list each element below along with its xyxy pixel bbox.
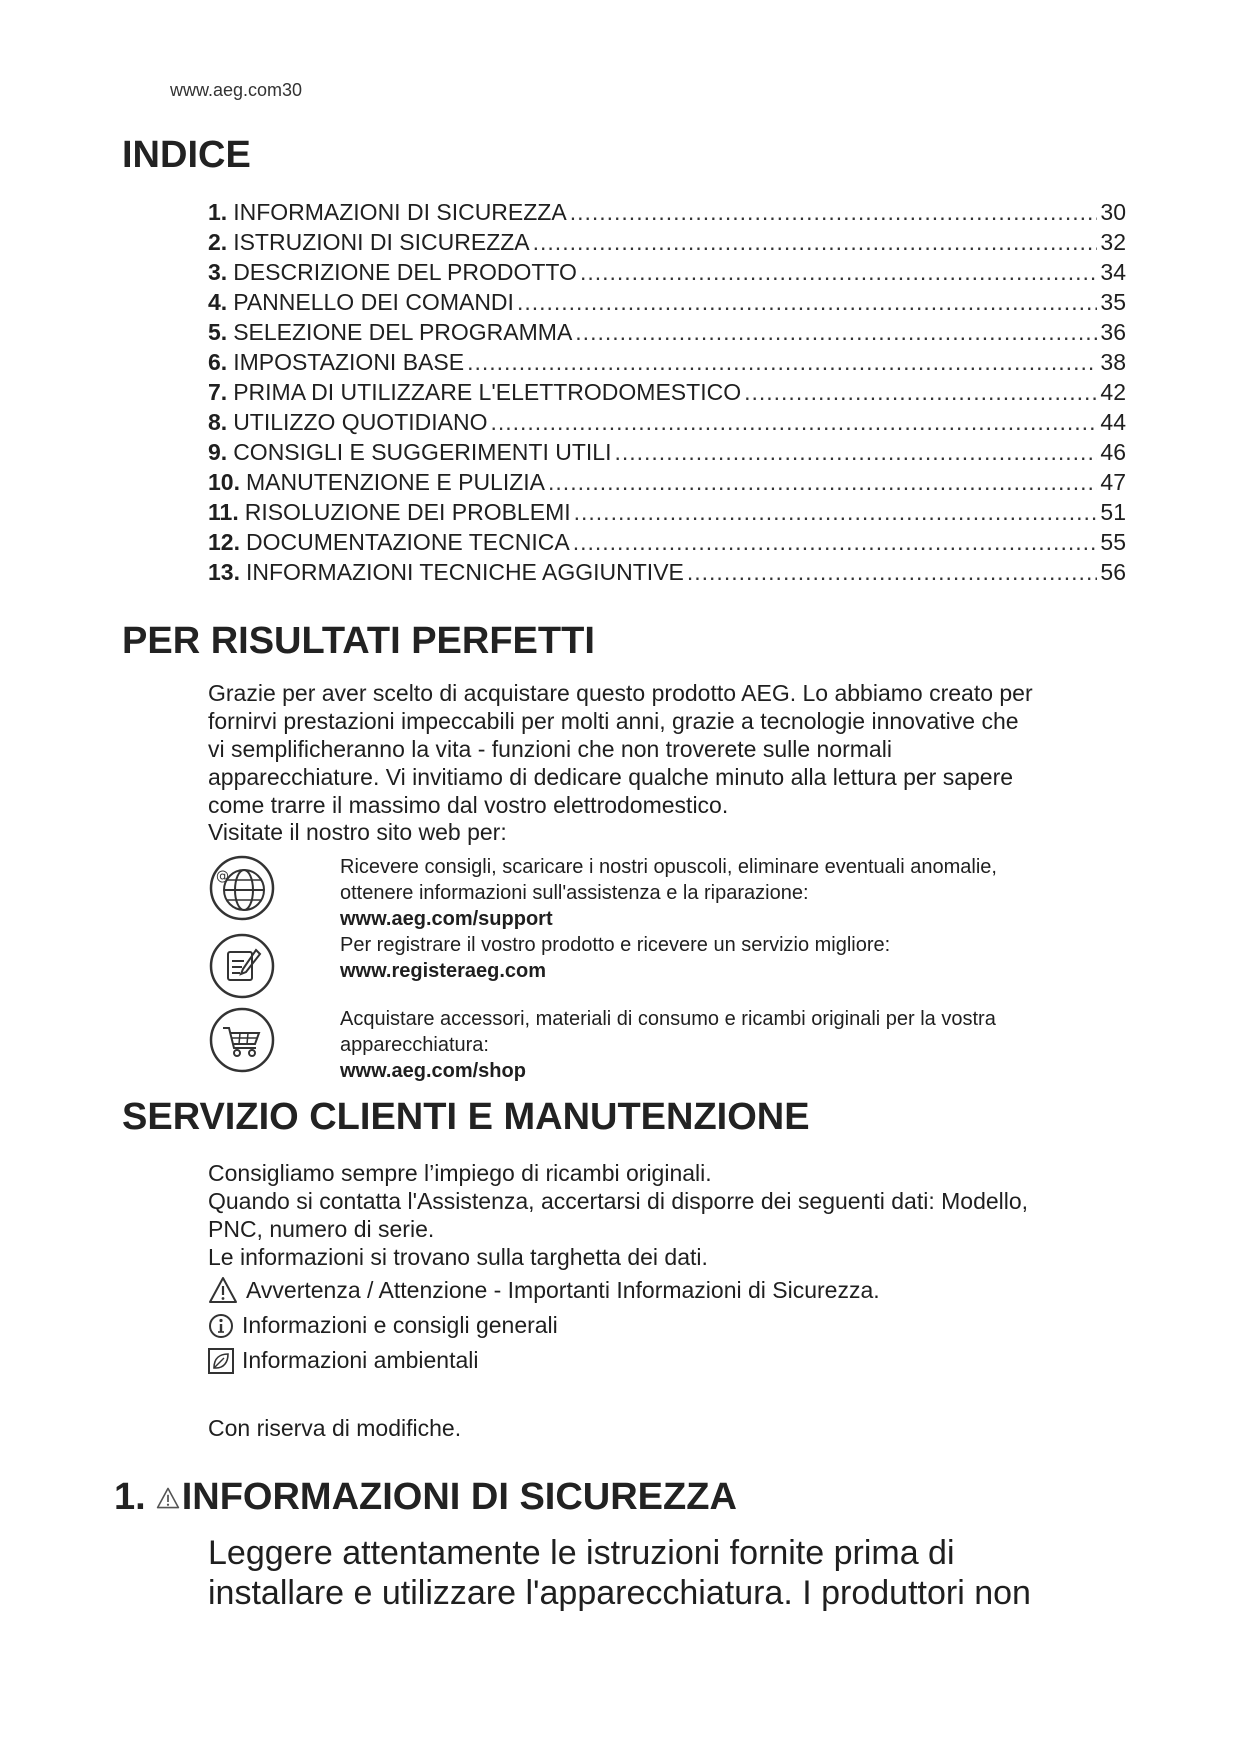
- toc-page: 56: [1100, 559, 1126, 585]
- intro-line: apparecchiature. Vi invitiamo di dedicare qualche minuto alla lettura per sapere: [208, 764, 1014, 790]
- toc-title: IMPOSTAZIONI BASE: [233, 349, 465, 375]
- toc-item-3[interactable]: [208, 257, 1126, 287]
- toc-title: INFORMAZIONI TECNICHE AGGIUNTIVE: [245, 559, 684, 585]
- support-link[interactable]: www.aeg.com/support: [340, 908, 553, 930]
- toc-item-4[interactable]: [208, 287, 1126, 317]
- section-1-heading: INFORMAZIONI DI SICUREZZA: [181, 1476, 737, 1518]
- toc-item-10[interactable]: [208, 467, 1126, 497]
- globe-icon: [208, 854, 276, 922]
- toc-title: MANUTENZIONE E PULIZIA: [245, 469, 546, 495]
- toc-leader: [490, 407, 1097, 437]
- toc-number: 7.: [208, 379, 228, 405]
- section-1-line: installare e utilizzare l'apparecchiatura. I produttori non: [208, 1574, 1031, 1612]
- toc-page: 38: [1100, 349, 1126, 375]
- support-line: Ricevere consigli, scaricare i nostri opuscoli, eliminare eventuali anomalie,: [340, 856, 997, 878]
- section-1-number: 1.: [114, 1476, 146, 1518]
- legend-info: [208, 1312, 558, 1339]
- toc-item-2[interactable]: [208, 227, 1126, 257]
- table-of-contents: [208, 197, 1126, 587]
- toc-number: 4.: [208, 289, 228, 315]
- toc-number: 3.: [208, 259, 228, 285]
- indice-title: INDICE: [122, 134, 251, 176]
- shop-line: apparecchiatura:: [340, 1034, 489, 1056]
- toc-page: 36: [1100, 319, 1126, 345]
- shop-row: [208, 1006, 1128, 1084]
- toc-page: 34: [1100, 259, 1126, 285]
- servizio-line: Consigliamo sempre l’impiego di ricambi originali.: [208, 1160, 712, 1186]
- toc-item-12[interactable]: [208, 527, 1126, 557]
- toc-leader: [574, 497, 1097, 527]
- toc-leader: [744, 377, 1097, 407]
- toc-item-9[interactable]: [208, 437, 1126, 467]
- toc-item-13[interactable]: [208, 557, 1126, 587]
- legend-warning-text: Avvertenza / Attenzione - Importanti Informazioni di Sicurezza.: [246, 1276, 880, 1303]
- toc-title: RISOLUZIONE DEI PROBLEMI: [244, 499, 571, 525]
- toc-number: 12.: [208, 529, 240, 555]
- servizio-paragraph: [208, 1159, 1138, 1271]
- register-text: [340, 932, 890, 1000]
- toc-item-8[interactable]: [208, 407, 1126, 437]
- toc-title: DESCRIZIONE DEL PRODOTTO: [233, 259, 577, 285]
- toc-page: 46: [1100, 439, 1126, 465]
- toc-leader: [570, 197, 1097, 227]
- register-row: [208, 932, 1128, 1000]
- toc-page: 30: [1100, 199, 1126, 225]
- svg-text:@: @: [216, 869, 229, 884]
- servizio-line: PNC, numero di serie.: [208, 1216, 435, 1242]
- intro-paragraph: [208, 679, 1128, 819]
- support-text: [340, 854, 997, 932]
- servizio-line: Le informazioni si trovano sulla targhetta dei dati.: [208, 1244, 708, 1270]
- legend-warning: [208, 1276, 880, 1304]
- toc-item-1[interactable]: [208, 197, 1126, 227]
- toc-leader: [573, 527, 1097, 557]
- toc-leader: [614, 437, 1097, 467]
- toc-item-6[interactable]: [208, 347, 1126, 377]
- shopping-cart-icon: [208, 1006, 276, 1074]
- legend-environment-text: Informazioni ambientali: [242, 1347, 479, 1373]
- toc-leader: [467, 347, 1097, 377]
- riserva-text: Con riserva di modifiche.: [208, 1415, 462, 1441]
- shop-link[interactable]: www.aeg.com/shop: [340, 1060, 526, 1082]
- shop-line: Acquistare accessori, materiali di consumo e ricambi originali per la vostra: [340, 1008, 996, 1030]
- toc-number: 11.: [208, 499, 239, 525]
- intro-line: vi semplificheranno la vita - funzioni che non troverete sulle normali: [208, 736, 892, 762]
- toc-number: 6.: [208, 349, 228, 375]
- toc-page: 35: [1100, 289, 1126, 315]
- register-document-icon: [208, 932, 276, 1000]
- toc-title: ISTRUZIONI DI SICUREZZA: [233, 229, 530, 255]
- servizio-line: Quando si contatta l'Assistenza, accertarsi di disporre dei seguenti dati: Modello,: [208, 1188, 1029, 1214]
- info-icon: [208, 1313, 234, 1339]
- toc-leader: [517, 287, 1097, 317]
- toc-page: 47: [1100, 469, 1126, 495]
- toc-number: 5.: [208, 319, 228, 345]
- warning-triangle-icon: [208, 1276, 238, 1304]
- toc-leader: [533, 227, 1097, 257]
- toc-number: 9.: [208, 439, 228, 465]
- servizio-title: SERVIZIO CLIENTI E MANUTENZIONE: [122, 1096, 810, 1138]
- toc-item-11[interactable]: [208, 497, 1126, 527]
- legend-info-text: Informazioni e consigli generali: [242, 1312, 558, 1338]
- toc-title: PANNELLO DEI COMANDI: [233, 289, 514, 315]
- legend-environment: [208, 1347, 479, 1374]
- toc-title: SELEZIONE DEL PROGRAMMA: [233, 319, 573, 345]
- toc-item-5[interactable]: [208, 317, 1126, 347]
- toc-page: 55: [1100, 529, 1126, 555]
- register-line: Per registrare il vostro prodotto e ricevere un servizio migliore:: [340, 934, 891, 956]
- section-1-title: [114, 1476, 737, 1519]
- toc-number: 1.: [208, 199, 228, 225]
- toc-page: 42: [1100, 379, 1126, 405]
- section-1-paragraph: [208, 1533, 1168, 1613]
- support-row: [208, 854, 1128, 932]
- toc-page: 44: [1100, 409, 1126, 435]
- toc-number: 8.: [208, 409, 228, 435]
- register-link[interactable]: www.registeraeg.com: [340, 960, 546, 982]
- toc-item-7[interactable]: [208, 377, 1126, 407]
- intro-line: Grazie per aver scelto di acquistare questo prodotto AEG. Lo abbiamo creato per: [208, 680, 1033, 706]
- toc-title: DOCUMENTAZIONE TECNICA: [245, 529, 570, 555]
- toc-number: 2.: [208, 229, 228, 255]
- support-line: ottenere informazioni sull'assistenza e la riparazione:: [340, 882, 809, 904]
- section-1-line: Leggere attentamente le istruzioni fornite prima di: [208, 1534, 955, 1572]
- toc-number: 10.: [208, 469, 240, 495]
- toc-title: INFORMAZIONI DI SICUREZZA: [233, 199, 567, 225]
- toc-leader: [548, 467, 1097, 497]
- toc-title: UTILIZZO QUOTIDIANO: [233, 409, 488, 435]
- shop-text: [340, 1006, 996, 1084]
- toc-leader: [687, 557, 1097, 587]
- visit-text: Visitate il nostro sito web per:: [208, 819, 507, 845]
- intro-line: come trarre il massimo dal vostro elettrodomestico.: [208, 792, 729, 818]
- header-url: www.aeg.com30: [170, 80, 303, 100]
- toc-title: PRIMA DI UTILIZZARE L'ELETTRODOMESTICO: [233, 379, 742, 405]
- toc-leader: [575, 317, 1097, 347]
- per-risultati-title: PER RISULTATI PERFETTI: [122, 620, 595, 662]
- toc-page: 32: [1100, 229, 1126, 255]
- toc-title: CONSIGLI E SUGGERIMENTI UTILI: [233, 439, 612, 465]
- toc-leader: [580, 257, 1097, 287]
- leaf-icon: [208, 1348, 234, 1374]
- intro-line: fornirvi prestazioni impeccabili per molti anni, grazie a tecnologie innovative che: [208, 708, 1019, 734]
- warning-triangle-icon: [156, 1486, 180, 1510]
- toc-page: 51: [1100, 499, 1126, 525]
- toc-number: 13.: [208, 559, 240, 585]
